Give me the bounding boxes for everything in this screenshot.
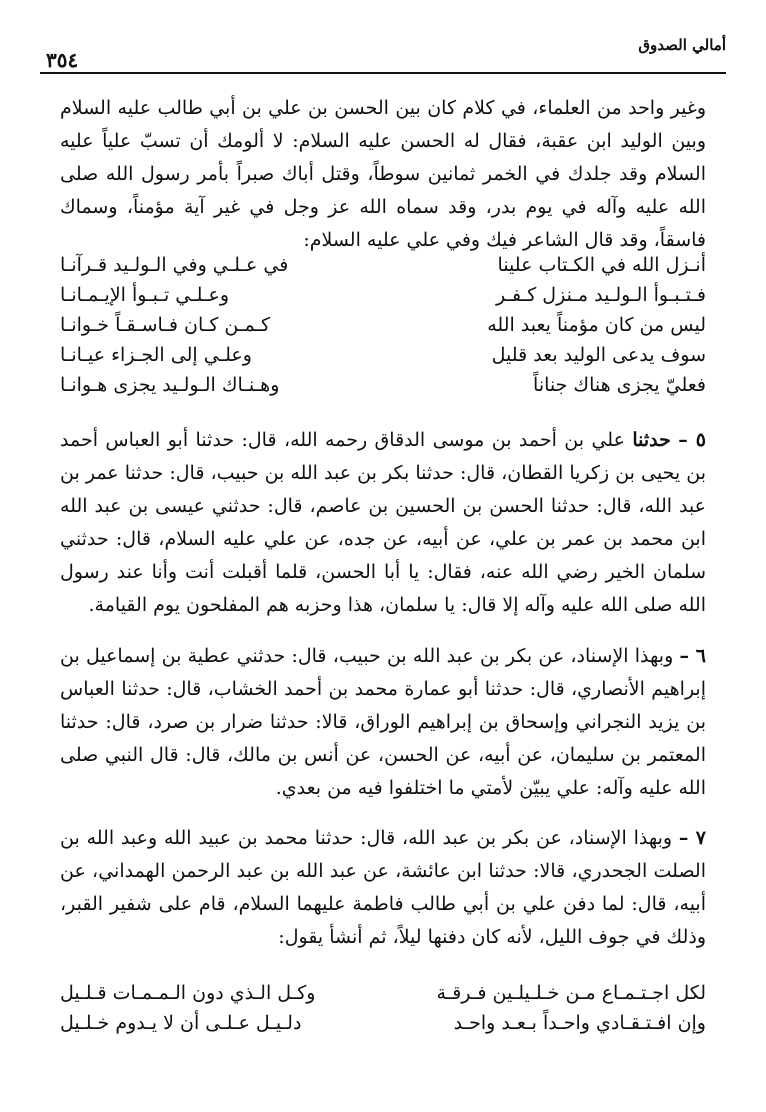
poem-line: [60, 250, 706, 280]
hadith-paragraph: [60, 424, 706, 622]
hadith-5: [60, 424, 706, 622]
intro-section: [60, 92, 706, 257]
verse-second-hemistich: وكـل الـذي دون الـمـمـات قـلـيل: [60, 982, 316, 1004]
verse-first-hemistich: وإن افـتـقـادي واحـداً بـعـد واحـد: [453, 1012, 706, 1034]
hadith-number: ٧ –: [678, 827, 706, 849]
hadith-number: ٥ –: [678, 429, 706, 451]
verse-first-hemistich: ليس من كان مؤمناً يعبد الله: [487, 314, 706, 336]
poem-2: [60, 978, 706, 1038]
hadith-text: وبهذا الإسناد، عن بكر بن عبد الله، قال: حدثنا محمد بن عبيد الله وعبد الله بن الصلت الجحدري، قالا: حدثنا ابن عائشة، عن عبد الله بن عبد الرحمن الهمداني، عن أبيه، قال: لما دفن علي بن أبي طالب فاطمة عليهما السلام، قام على شفير القبر، وذلك في جوف الليل، لأنه كان دفنها ليلاً، ثم أنشأ يقول:: [60, 827, 706, 948]
verse-first-hemistich: لكل اجـتـمـاع مـن خـلـيلـين فـرقـة: [436, 982, 706, 1004]
hadith-paragraph: [60, 640, 706, 805]
poem-line: [60, 310, 706, 340]
hadith-paragraph: [60, 822, 706, 954]
verse-first-hemistich: سوف يدعى الوليد بعد قليل: [491, 344, 706, 366]
hadith-6: [60, 640, 706, 805]
verse-second-hemistich: كـمـن كـان فـاسـقـاً خـوانـا: [60, 314, 271, 336]
hadith-7: [60, 822, 706, 954]
verse-first-hemistich: فعليّ يجزى هناك جناناً: [533, 374, 706, 396]
poem-line: [60, 370, 706, 400]
intro-paragraph: وغير واحد من العلماء، في كلام كان بين الحسن بن علي بن أبي طالب عليه السلام وبين الوليد ابن عقبة، فقال له الحسن عليه السلام: لا ألومك أن تسبّ علياً عليه السلام وقد جلدك في الخمر ثمانين سوطاً، وقتل أباك صبراً بأمر رسول الله صلى الله عليه وآله في يوم بدر، وقد سماه الله عز وجل في غير آية مؤمناً، وسماك فاسقاً، وقد قال الشاعر فيك وفي علي عليه السلام:: [60, 97, 706, 251]
verse-second-hemistich: في عـلـي وفي الـولـيد قـرآنـا: [60, 254, 289, 276]
verse-second-hemistich: وعـلـي تـبـوأ الإيـمـانـا: [60, 284, 230, 306]
hadith-number: ٦ –: [679, 645, 706, 667]
poem-1: [60, 250, 706, 400]
hadith-text: وبهذا الإسناد، عن بكر بن عبد الله بن حبيب، قال: حدثني عطية بن إسماعيل بن إبراهيم الأنصاري، قال: حدثنا أبو عمارة محمد بن أحمد الخشاب، قال: حدثنا العباس بن يزيد النجراني وإسحاق بن إبراهيم الوراق، قالا: حدثنا ضرار بن صرد، قال: حدثنا المعتمر بن سليمان، عن أبيه، عن الحسن، عن أنس بن مالك، قال: قال النبي صلى الله عليه وآله: علي يبيّن لأمتي ما اختلفوا فيه من بعدي.: [60, 645, 706, 799]
verse-first-hemistich: فـتـبـوأ الـولـيد مـنزل كـفـر: [495, 284, 706, 306]
poem-line: [60, 978, 706, 1008]
hadith-lead: حدثنا: [632, 429, 671, 451]
verse-first-hemistich: أنـزل الله في الكـتاب علينا: [497, 254, 706, 276]
verse-second-hemistich: وعلـي إلى الجـزاء عيـانـا: [60, 344, 252, 366]
poem-line: [60, 340, 706, 370]
book-title: أمالي الصدوق: [638, 36, 726, 54]
verse-second-hemistich: دلـيـل عـلـى أن لا يـدوم خـلـيل: [60, 1012, 302, 1034]
verse-second-hemistich: وهـنـاك الـولـيد يجزى هـوانـا: [60, 374, 280, 396]
hadith-text: علي بن أحمد بن موسى الدقاق رحمه الله، قال: حدثنا أبو العباس أحمد بن يحيى بن زكريا القطان، قال: حدثنا بكر بن عبد الله بن حبيب، قال: حدثنا عمر بن عبد الله، قال: حدثنا الحسن بن الحسين بن عاصم، قال: حدثني عيسى بن عبد الله ابن محمد بن عمر بن علي، عن أبيه، عن جده، عن علي عليه السلام، قال: حدثني سلمان الخير رضي الله عنه، فقال: يا أبا الحسن، قلما أقبلت أنت وأنا عند رسول الله صلى الله عليه وآله إلا قال: يا سلمان، هذا وحزبه هم المفلحون يوم القيامة.: [60, 429, 706, 616]
page-number: ٣٥٤: [46, 48, 79, 72]
page-header: [40, 30, 726, 70]
poem-line: [60, 1008, 706, 1038]
poem-line: [60, 280, 706, 310]
header-rule: [40, 72, 726, 74]
